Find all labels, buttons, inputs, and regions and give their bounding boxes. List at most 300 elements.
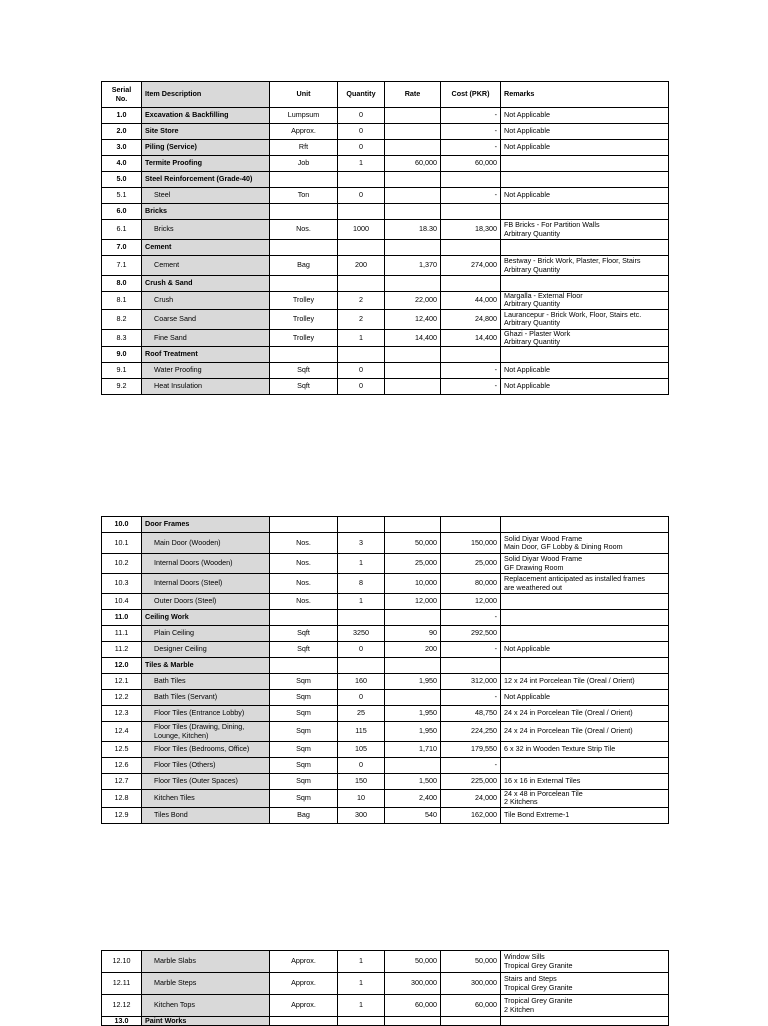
remarks-cell bbox=[501, 742, 669, 758]
description-cell: Crush bbox=[142, 292, 270, 310]
quantity-cell: 0 bbox=[338, 758, 385, 774]
item-row bbox=[102, 626, 669, 642]
remarks-cell bbox=[501, 674, 669, 690]
description-cell: Cement bbox=[142, 240, 270, 256]
cost-cell: 292,500 bbox=[441, 626, 501, 642]
remark-line: 24 x 48 in Porcelean Tile bbox=[504, 789, 583, 798]
item-row bbox=[102, 742, 669, 758]
rate-cell bbox=[385, 108, 441, 124]
serial-cell: 10.2 bbox=[102, 554, 142, 574]
table-header-row bbox=[102, 82, 669, 108]
remark-line: Tile Bond Extreme-1 bbox=[504, 809, 570, 819]
remarks-cell bbox=[501, 172, 669, 188]
remark-line: Tropical Grey Granite bbox=[504, 960, 573, 970]
quantity-cell: 1 bbox=[338, 329, 385, 347]
remarks-cell bbox=[501, 995, 669, 1017]
description-cell: Main Door (Wooden) bbox=[142, 533, 270, 554]
description-cell: Roof Treatment bbox=[142, 347, 270, 363]
remarks-cell bbox=[501, 574, 669, 594]
remark-line: 2 Kitchens bbox=[504, 797, 538, 807]
remark-line: Arbitrary Quantity bbox=[504, 264, 560, 274]
remarks-cell bbox=[501, 292, 669, 310]
item-row bbox=[102, 722, 669, 742]
description-cell: Internal Doors (Wooden) bbox=[142, 554, 270, 574]
item-row bbox=[102, 363, 669, 379]
cost-cell: - bbox=[441, 363, 501, 379]
item-row bbox=[102, 256, 669, 276]
remarks-cell bbox=[501, 124, 669, 140]
description-cell: Steel Reinforcement (Grade-40) bbox=[142, 172, 270, 188]
cost-cell bbox=[441, 658, 501, 674]
cost-cell: 274,000 bbox=[441, 256, 501, 276]
rate-cell: 50,000 bbox=[385, 951, 441, 973]
rate-cell: 25,000 bbox=[385, 554, 441, 574]
rate-cell bbox=[385, 204, 441, 220]
remark-line: Arbitrary Quantity bbox=[504, 228, 560, 238]
description-cell: Tiles & Marble bbox=[142, 658, 270, 674]
description-cell: Door Frames bbox=[142, 517, 270, 533]
remark-line: Not Applicable bbox=[504, 381, 550, 391]
serial-cell: 4.0 bbox=[102, 156, 142, 172]
remarks-cell bbox=[501, 256, 669, 276]
quantity-cell: 25 bbox=[338, 706, 385, 722]
serial-cell: 12.12 bbox=[102, 995, 142, 1017]
serial-cell: 11.2 bbox=[102, 642, 142, 658]
rate-cell: 22,000 bbox=[385, 292, 441, 310]
unit-cell: Approx. bbox=[270, 973, 338, 995]
item-row bbox=[102, 188, 669, 204]
rate-cell bbox=[385, 379, 441, 395]
remark-line: 16 x 16 in External Tiles bbox=[504, 776, 581, 786]
quantity-cell bbox=[338, 347, 385, 363]
quantity-cell: 2 bbox=[338, 292, 385, 310]
header-quantity: Quantity bbox=[338, 82, 385, 108]
remark-line: 6 x 32 in Wooden Texture Strip Tile bbox=[504, 744, 616, 754]
item-row bbox=[102, 329, 669, 347]
serial-cell: 6.0 bbox=[102, 204, 142, 220]
unit-cell bbox=[270, 517, 338, 533]
section-row bbox=[102, 172, 669, 188]
serial-cell: 8.3 bbox=[102, 329, 142, 347]
description-cell: Water Proofing bbox=[142, 363, 270, 379]
cost-cell: 12,000 bbox=[441, 594, 501, 610]
description-cell: Floor Tiles (Drawing, Dining, Lounge, Kitchen) bbox=[142, 722, 270, 742]
quantity-cell: 0 bbox=[338, 363, 385, 379]
rate-cell bbox=[385, 140, 441, 156]
quantity-cell: 1 bbox=[338, 594, 385, 610]
remark-line: Not Applicable bbox=[504, 644, 550, 654]
rate-cell: 300,000 bbox=[385, 973, 441, 995]
unit-cell: Sqm bbox=[270, 706, 338, 722]
quantity-cell: 150 bbox=[338, 774, 385, 790]
description-cell: Bricks bbox=[142, 204, 270, 220]
remark-line: Main Door, GF Lobby & Dining Room bbox=[504, 542, 623, 551]
item-row bbox=[102, 758, 669, 774]
cost-cell: - bbox=[441, 188, 501, 204]
remark-line: Tropical Grey Granite bbox=[504, 982, 573, 992]
header-description: Item Description bbox=[142, 82, 270, 108]
description-cell: Floor Tiles (Outer Spaces) bbox=[142, 774, 270, 790]
quantity-cell: 115 bbox=[338, 722, 385, 742]
quantity-cell: 300 bbox=[338, 807, 385, 823]
rate-cell: 90 bbox=[385, 626, 441, 642]
remarks-cell bbox=[501, 276, 669, 292]
description-cell: Paint Works bbox=[142, 1017, 270, 1026]
unit-cell: Trolley bbox=[270, 329, 338, 347]
item-row bbox=[102, 706, 669, 722]
remarks-cell bbox=[501, 554, 669, 574]
cost-cell bbox=[441, 204, 501, 220]
rate-cell bbox=[385, 758, 441, 774]
remarks-cell bbox=[501, 790, 669, 808]
quantity-cell: 0 bbox=[338, 108, 385, 124]
serial-cell: 8.2 bbox=[102, 309, 142, 329]
remarks-cell bbox=[501, 626, 669, 642]
serial-cell: 8.0 bbox=[102, 276, 142, 292]
serial-cell: 3.0 bbox=[102, 140, 142, 156]
remarks-cell bbox=[501, 758, 669, 774]
quantity-cell: 10 bbox=[338, 790, 385, 808]
cost-cell bbox=[441, 1017, 501, 1026]
remark-line: Tropical Grey Granite bbox=[504, 996, 573, 1006]
item-row bbox=[102, 642, 669, 658]
remarks-cell bbox=[501, 204, 669, 220]
cost-cell: 150,000 bbox=[441, 533, 501, 554]
remarks-cell bbox=[501, 108, 669, 124]
cost-cell: - bbox=[441, 610, 501, 626]
section-row bbox=[102, 1017, 669, 1026]
remark-line: 12 x 24 int Porcelean Tile (Oreal / Orient) bbox=[504, 676, 635, 686]
rate-cell: 1,370 bbox=[385, 256, 441, 276]
rate-cell bbox=[385, 517, 441, 533]
serial-cell: 5.0 bbox=[102, 172, 142, 188]
serial-cell: 12.2 bbox=[102, 690, 142, 706]
unit-cell: Approx. bbox=[270, 995, 338, 1017]
rate-cell: 60,000 bbox=[385, 995, 441, 1017]
serial-cell: 12.8 bbox=[102, 790, 142, 808]
quantity-cell: 1 bbox=[338, 554, 385, 574]
quantity-cell bbox=[338, 658, 385, 674]
rate-cell: 540 bbox=[385, 807, 441, 823]
rate-cell: 1,950 bbox=[385, 706, 441, 722]
description-cell: Crush & Sand bbox=[142, 276, 270, 292]
serial-cell: 12.0 bbox=[102, 658, 142, 674]
remark-line: Not Applicable bbox=[504, 365, 550, 375]
cost-cell: 179,550 bbox=[441, 742, 501, 758]
cost-cell: 80,000 bbox=[441, 574, 501, 594]
cost-cell bbox=[441, 347, 501, 363]
unit-cell: Job bbox=[270, 156, 338, 172]
remark-line: are weathered out bbox=[504, 582, 562, 592]
remarks-cell bbox=[501, 610, 669, 626]
remarks-cell bbox=[501, 973, 669, 995]
cost-cell: 224,250 bbox=[441, 722, 501, 742]
remark-line: Window Sills bbox=[504, 952, 545, 962]
remarks-cell bbox=[501, 379, 669, 395]
quantity-cell: 0 bbox=[338, 379, 385, 395]
item-row bbox=[102, 995, 669, 1017]
remark-line: Not Applicable bbox=[504, 142, 550, 152]
cost-cell: 24,800 bbox=[441, 309, 501, 329]
remarks-cell bbox=[501, 347, 669, 363]
remark-line: Not Applicable bbox=[504, 126, 550, 136]
rate-cell: 18.30 bbox=[385, 220, 441, 240]
description-cell: Coarse Sand bbox=[142, 309, 270, 329]
unit-cell: Lumpsum bbox=[270, 108, 338, 124]
remark-line: GF Drawing Room bbox=[504, 562, 564, 572]
rate-cell bbox=[385, 610, 441, 626]
remark-line: FB Bricks - For Partition Walls bbox=[504, 220, 600, 230]
rate-cell bbox=[385, 347, 441, 363]
unit-cell: Trolley bbox=[270, 292, 338, 310]
section-row bbox=[102, 156, 669, 172]
quantity-cell: 1 bbox=[338, 973, 385, 995]
serial-cell: 9.0 bbox=[102, 347, 142, 363]
remark-line: Stairs and Steps bbox=[504, 974, 557, 984]
serial-cell: 12.10 bbox=[102, 951, 142, 973]
item-row bbox=[102, 807, 669, 823]
item-row bbox=[102, 379, 669, 395]
unit-cell: Sqft bbox=[270, 642, 338, 658]
cost-cell bbox=[441, 172, 501, 188]
description-cell: Outer Doors (Steel) bbox=[142, 594, 270, 610]
remark-line: 24 x 24 in Porcelean Tile (Oreal / Orient) bbox=[504, 708, 633, 718]
serial-cell: 12.7 bbox=[102, 774, 142, 790]
rate-cell: 60,000 bbox=[385, 156, 441, 172]
remark-line: Not Applicable bbox=[504, 692, 550, 702]
quantity-cell: 1 bbox=[338, 156, 385, 172]
remarks-cell bbox=[501, 517, 669, 533]
quantity-cell: 160 bbox=[338, 674, 385, 690]
boq-table-1 bbox=[101, 81, 669, 395]
serial-cell: 12.4 bbox=[102, 722, 142, 742]
remark-line: Replacement anticipated as installed frames bbox=[504, 574, 646, 584]
rate-cell bbox=[385, 124, 441, 140]
serial-cell: 10.1 bbox=[102, 533, 142, 554]
serial-cell: 12.5 bbox=[102, 742, 142, 758]
description-cell: Steel bbox=[142, 188, 270, 204]
unit-cell bbox=[270, 276, 338, 292]
section-row bbox=[102, 610, 669, 626]
unit-cell: Sqm bbox=[270, 674, 338, 690]
serial-cell: 13.0 bbox=[102, 1017, 142, 1026]
quantity-cell bbox=[338, 1017, 385, 1026]
cost-cell: 14,400 bbox=[441, 329, 501, 347]
section-row bbox=[102, 658, 669, 674]
quantity-cell: 3250 bbox=[338, 626, 385, 642]
section-row bbox=[102, 240, 669, 256]
description-cell: Termite Proofing bbox=[142, 156, 270, 172]
unit-cell: Nos. bbox=[270, 533, 338, 554]
remarks-cell bbox=[501, 658, 669, 674]
description-cell: Floor Tiles (Bedrooms, Office) bbox=[142, 742, 270, 758]
remark-line: Laurancepur - Brick Work, Floor, Stairs etc. bbox=[504, 309, 642, 319]
cost-cell: - bbox=[441, 690, 501, 706]
remark-line: Arbitrary Quantity bbox=[504, 318, 560, 328]
remarks-cell bbox=[501, 309, 669, 329]
quantity-cell: 0 bbox=[338, 124, 385, 140]
rate-cell bbox=[385, 172, 441, 188]
header-rate: Rate bbox=[385, 82, 441, 108]
quantity-cell: 1000 bbox=[338, 220, 385, 240]
quantity-cell bbox=[338, 240, 385, 256]
description-cell: Bath Tiles bbox=[142, 674, 270, 690]
quantity-cell: 200 bbox=[338, 256, 385, 276]
description-cell: Designer Ceiling bbox=[142, 642, 270, 658]
remark-line: Ghazi - Plaster Work bbox=[504, 329, 571, 338]
quantity-cell: 2 bbox=[338, 309, 385, 329]
cost-cell: 225,000 bbox=[441, 774, 501, 790]
cost-cell bbox=[441, 276, 501, 292]
serial-cell: 1.0 bbox=[102, 108, 142, 124]
cost-cell: 24,000 bbox=[441, 790, 501, 808]
rate-cell bbox=[385, 690, 441, 706]
item-row bbox=[102, 220, 669, 240]
description-cell: Excavation & Backfilling bbox=[142, 108, 270, 124]
cost-cell: - bbox=[441, 124, 501, 140]
description-cell: Cement bbox=[142, 256, 270, 276]
unit-cell: Approx. bbox=[270, 124, 338, 140]
unit-cell: Sqm bbox=[270, 790, 338, 808]
serial-cell: 11.1 bbox=[102, 626, 142, 642]
serial-cell: 9.1 bbox=[102, 363, 142, 379]
remarks-cell bbox=[501, 188, 669, 204]
serial-cell: 7.0 bbox=[102, 240, 142, 256]
rate-cell bbox=[385, 240, 441, 256]
remarks-cell bbox=[501, 220, 669, 240]
unit-cell bbox=[270, 658, 338, 674]
remark-line: Bestway - Brick Work, Plaster, Floor, Stairs bbox=[504, 256, 641, 266]
remark-line: Solid Diyar Wood Frame bbox=[504, 533, 583, 543]
serial-cell: 12.11 bbox=[102, 973, 142, 995]
boq-table-3 bbox=[101, 950, 669, 1026]
serial-cell: 2.0 bbox=[102, 124, 142, 140]
rate-cell: 50,000 bbox=[385, 533, 441, 554]
cost-cell: - bbox=[441, 140, 501, 156]
unit-cell: Sqm bbox=[270, 742, 338, 758]
item-row bbox=[102, 533, 669, 554]
cost-cell: 48,750 bbox=[441, 706, 501, 722]
cost-cell: 300,000 bbox=[441, 973, 501, 995]
description-cell: Internal Doors (Steel) bbox=[142, 574, 270, 594]
unit-cell bbox=[270, 204, 338, 220]
rate-cell: 2,400 bbox=[385, 790, 441, 808]
remarks-cell bbox=[501, 140, 669, 156]
unit-cell: Trolley bbox=[270, 309, 338, 329]
quantity-cell bbox=[338, 172, 385, 188]
unit-cell: Approx. bbox=[270, 951, 338, 973]
cost-cell: 60,000 bbox=[441, 156, 501, 172]
unit-cell: Sqm bbox=[270, 690, 338, 706]
description-cell: Piling (Service) bbox=[142, 140, 270, 156]
remarks-cell bbox=[501, 642, 669, 658]
item-row bbox=[102, 292, 669, 310]
quantity-cell: 3 bbox=[338, 533, 385, 554]
rate-cell bbox=[385, 363, 441, 379]
unit-cell: Nos. bbox=[270, 220, 338, 240]
description-cell: Bricks bbox=[142, 220, 270, 240]
quantity-cell: 8 bbox=[338, 574, 385, 594]
unit-cell: Sqm bbox=[270, 758, 338, 774]
quantity-cell: 0 bbox=[338, 642, 385, 658]
cost-cell: - bbox=[441, 642, 501, 658]
remarks-cell bbox=[501, 1017, 669, 1026]
remarks-cell bbox=[501, 329, 669, 347]
quantity-cell bbox=[338, 204, 385, 220]
rate-cell: 10,000 bbox=[385, 574, 441, 594]
unit-cell bbox=[270, 347, 338, 363]
section-row bbox=[102, 204, 669, 220]
quantity-cell: 105 bbox=[338, 742, 385, 758]
remarks-cell bbox=[501, 706, 669, 722]
description-cell: Site Store bbox=[142, 124, 270, 140]
cost-cell: 162,000 bbox=[441, 807, 501, 823]
cost-cell: 25,000 bbox=[441, 554, 501, 574]
header-serial: Serial No. bbox=[102, 82, 142, 108]
quantity-cell: 1 bbox=[338, 995, 385, 1017]
remarks-cell bbox=[501, 363, 669, 379]
quantity-cell: 0 bbox=[338, 140, 385, 156]
remark-line: 24 x 24 in Porcelean Tile (Oreal / Orient) bbox=[504, 726, 633, 736]
header-unit: Unit bbox=[270, 82, 338, 108]
description-cell: Marble Steps bbox=[142, 973, 270, 995]
unit-cell: Nos. bbox=[270, 594, 338, 610]
serial-cell: 9.2 bbox=[102, 379, 142, 395]
header-remarks: Remarks bbox=[501, 82, 669, 108]
description-cell: Ceiling Work bbox=[142, 610, 270, 626]
rate-cell bbox=[385, 658, 441, 674]
description-cell: Plain Ceiling bbox=[142, 626, 270, 642]
description-cell: Kitchen Tiles bbox=[142, 790, 270, 808]
rate-cell: 12,400 bbox=[385, 309, 441, 329]
unit-cell: Sqm bbox=[270, 774, 338, 790]
remarks-cell bbox=[501, 156, 669, 172]
serial-cell: 12.3 bbox=[102, 706, 142, 722]
item-row bbox=[102, 690, 669, 706]
section-row bbox=[102, 108, 669, 124]
unit-cell: Sqft bbox=[270, 379, 338, 395]
section-row bbox=[102, 276, 669, 292]
cost-cell: 44,000 bbox=[441, 292, 501, 310]
quantity-cell: 1 bbox=[338, 951, 385, 973]
rate-cell: 1,710 bbox=[385, 742, 441, 758]
rate-cell: 14,400 bbox=[385, 329, 441, 347]
serial-cell: 6.1 bbox=[102, 220, 142, 240]
rate-cell: 1,950 bbox=[385, 674, 441, 690]
serial-cell: 10.4 bbox=[102, 594, 142, 610]
rate-cell bbox=[385, 276, 441, 292]
unit-cell: Nos. bbox=[270, 574, 338, 594]
item-row bbox=[102, 309, 669, 329]
boq-table-2 bbox=[101, 516, 669, 824]
unit-cell bbox=[270, 610, 338, 626]
remarks-cell bbox=[501, 774, 669, 790]
item-row bbox=[102, 973, 669, 995]
description-cell: Fine Sand bbox=[142, 329, 270, 347]
cost-cell: 50,000 bbox=[441, 951, 501, 973]
remarks-cell bbox=[501, 951, 669, 973]
serial-cell: 12.1 bbox=[102, 674, 142, 690]
unit-cell bbox=[270, 1017, 338, 1026]
unit-cell: Sqm bbox=[270, 722, 338, 742]
unit-cell: Ton bbox=[270, 188, 338, 204]
serial-cell: 11.0 bbox=[102, 610, 142, 626]
cost-cell bbox=[441, 240, 501, 256]
serial-cell: 5.1 bbox=[102, 188, 142, 204]
remarks-cell bbox=[501, 240, 669, 256]
serial-cell: 8.1 bbox=[102, 292, 142, 310]
cost-cell: - bbox=[441, 379, 501, 395]
